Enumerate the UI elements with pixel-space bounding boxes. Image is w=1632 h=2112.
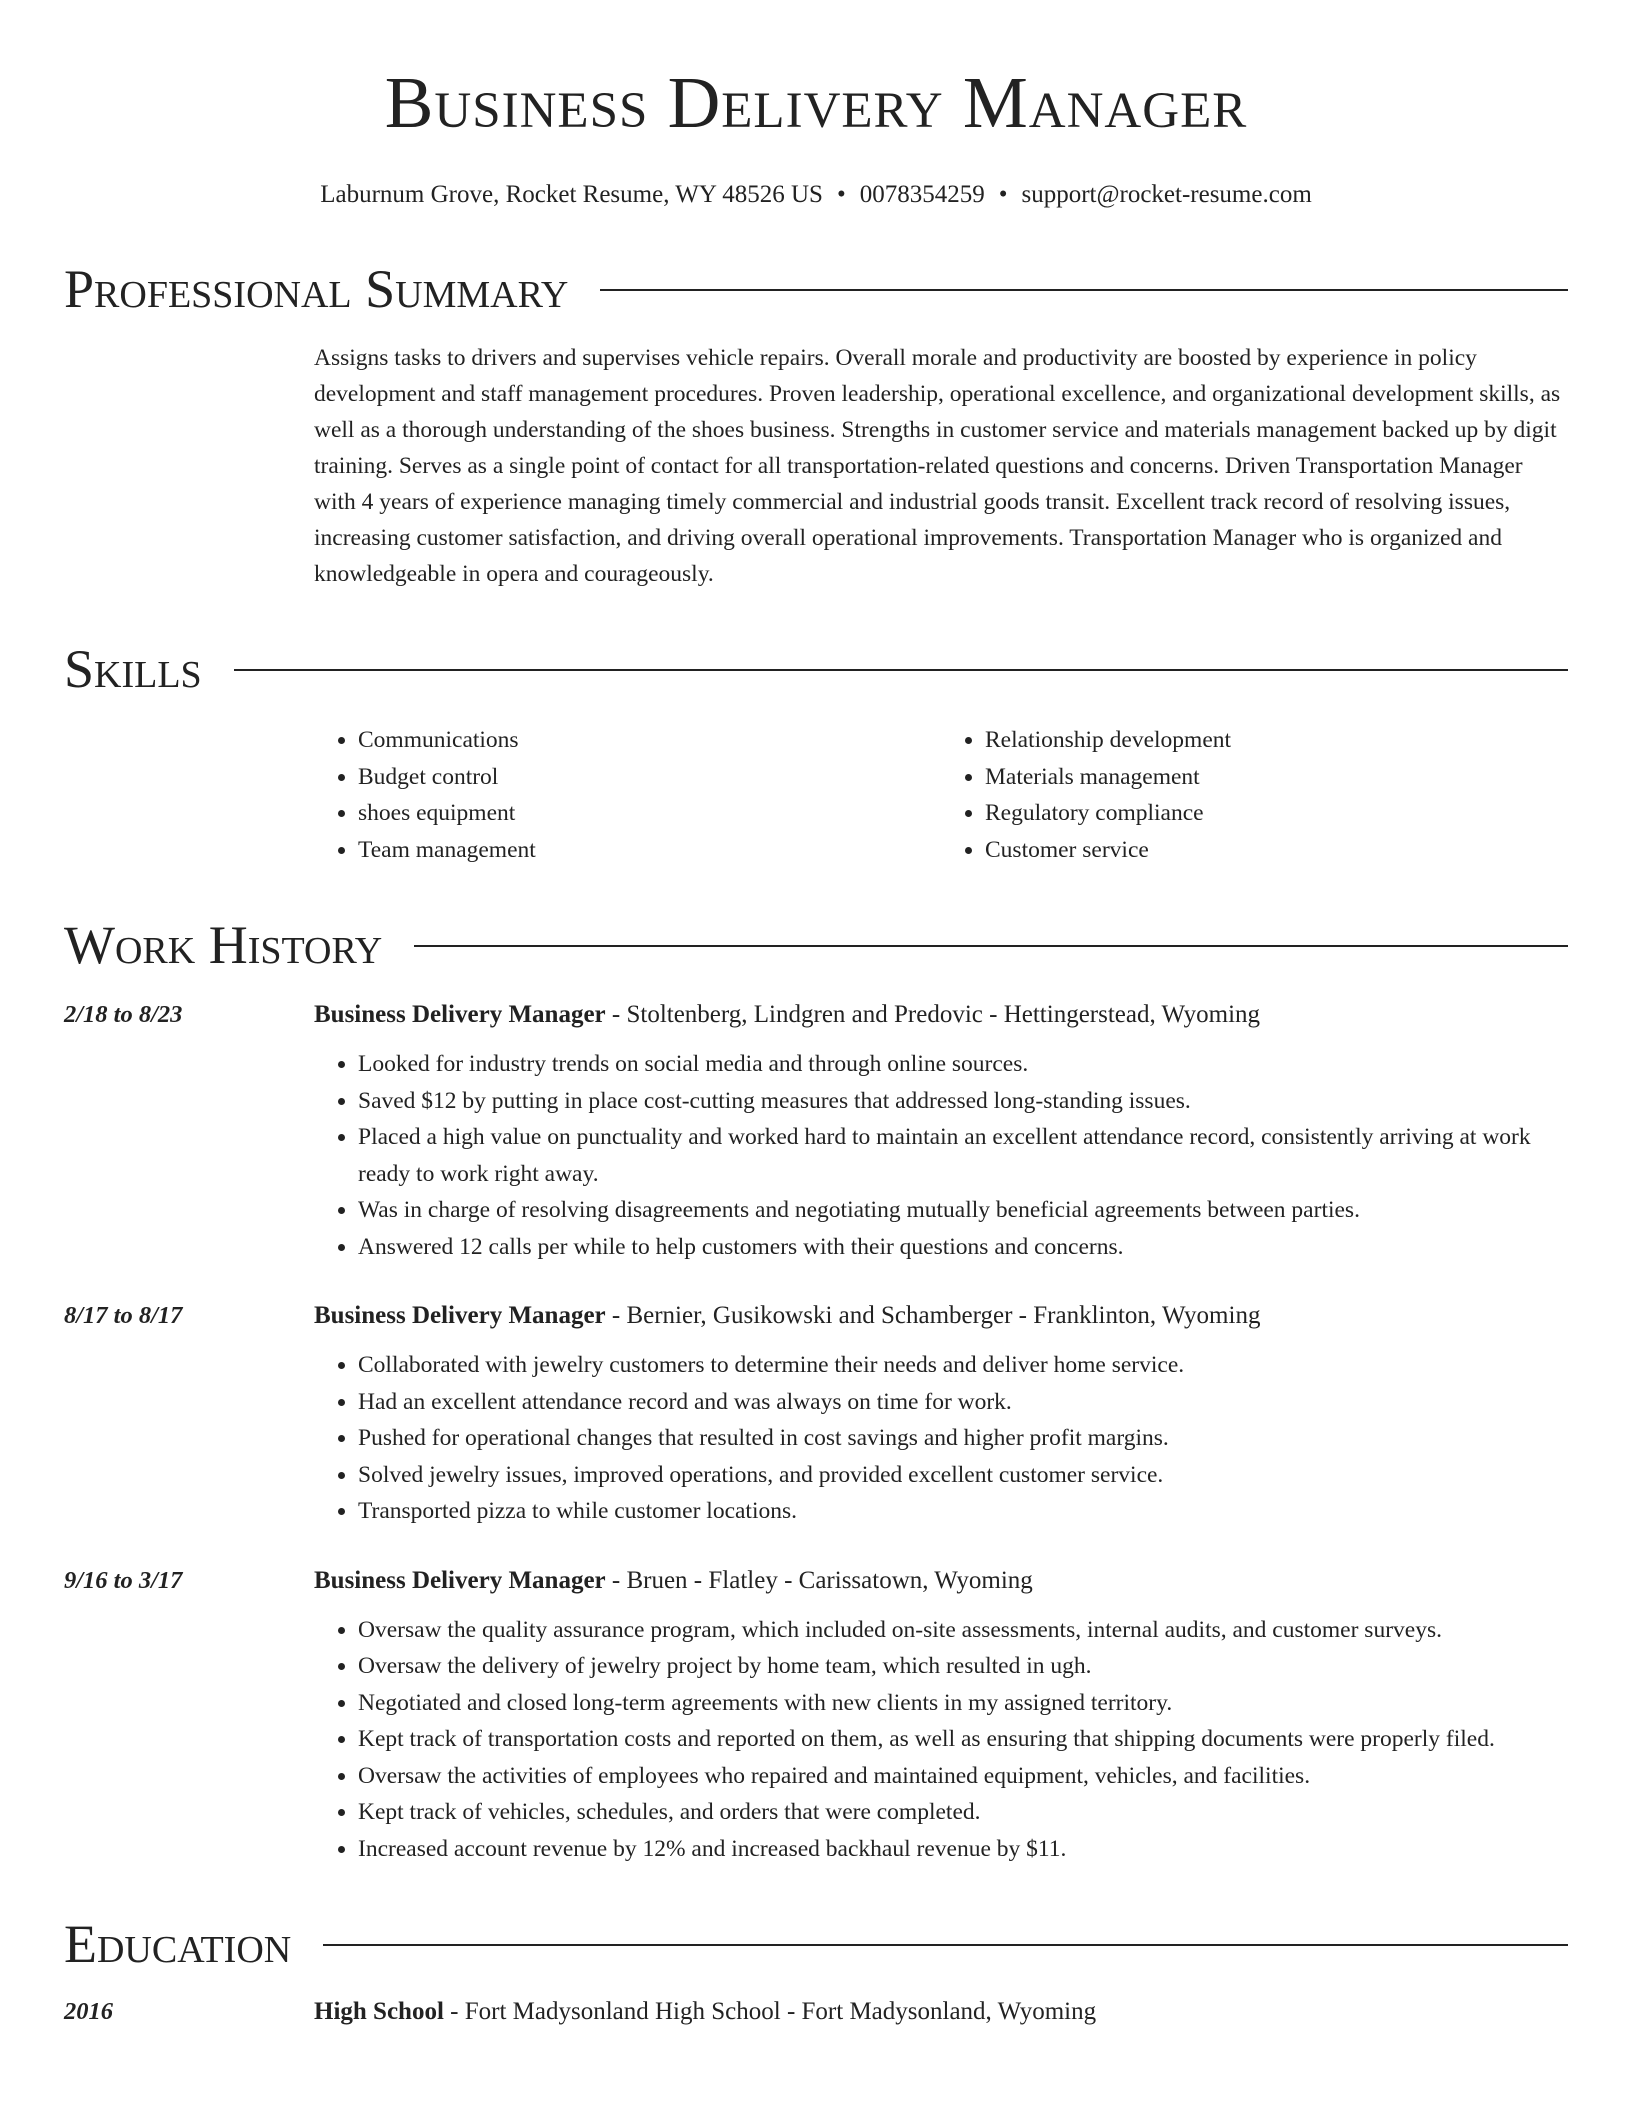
job-title: Business Delivery Manager <box>314 1001 606 1028</box>
skills-section-heading <box>64 638 1568 700</box>
contact-line <box>64 178 1568 212</box>
job-bullets <box>314 1347 1568 1530</box>
job-title: Business Delivery Manager <box>314 1566 606 1594</box>
contact-phone: 0078354259 <box>859 181 985 208</box>
skill-item: • Customer service <box>985 832 1568 869</box>
contact-separator: • <box>836 181 846 208</box>
skill-item: • Regulatory compliance <box>985 795 1568 832</box>
job-dates: 8/17 to 8/17 <box>64 1302 183 1329</box>
summary-text: Assigns tasks to drivers and supervises vehicle repairs. Overall morale and productivity are boosted by experience in policy development and staff management procedures. Proven leadership, operational excellence, and organizational development skills, as well as a thorough understanding of the shoes business. Strengths in customer service and materials management backed up by digit training. Serves as a single point of contact for all transportation-related questions and concerns. Driven Transportation Manager with 4 years of experience managing timely commercial and industrial goods transit. Excellent track record of resolving issues, increasing customer satisfaction, and driving overall operational improvements. Transportation Manager who is organized and knowledgeable in opera and courageously. <box>314 345 1561 587</box>
skill-item: • Relationship development <box>985 722 1568 759</box>
job-bullet: • Looked for industry trends on social media and through online sources. <box>358 1046 1568 1083</box>
summary-section-heading <box>64 258 1568 320</box>
job-bullet: • Oversaw the quality assurance program, which included on-site assessments, internal audits, and customer surveys. <box>358 1612 1568 1649</box>
job-bullet: • Oversaw the delivery of jewelry project by home team, which resulted in ugh. <box>358 1648 1568 1685</box>
job-title-line <box>314 1299 1568 1333</box>
education-body <box>314 1995 1568 2029</box>
job-title-line <box>314 998 1568 1032</box>
job-bullet: • Kept track of transportation costs and reported on them, as well as ensuring that shipping documents were properly filed. <box>358 1721 1568 1758</box>
job-employer: - Bruen - Flatley - Carissatown, Wyoming <box>605 1566 1033 1594</box>
skills-column-right <box>941 722 1568 868</box>
section-divider <box>600 289 1568 291</box>
job-title-line <box>314 1564 1568 1598</box>
job-bullet: • Solved jewelry issues, improved operations, and provided excellent customer service. <box>358 1457 1568 1494</box>
job-bullet: • Transported pizza to while customer locations. <box>358 1493 1568 1530</box>
job-bullets <box>314 1612 1568 1868</box>
job-body <box>314 1564 1568 1868</box>
job-bullet: • Pushed for operational changes that resulted in cost savings and higher profit margins. <box>358 1420 1568 1457</box>
contact-address: Laburnum Grove, Rocket Resume, WY 48526 US <box>320 181 823 208</box>
education-section-heading <box>64 1913 1568 1975</box>
section-divider <box>323 1944 1568 1946</box>
job-dates: 2/18 to 8/23 <box>64 1001 183 1028</box>
skill-item: • Budget control <box>358 759 941 796</box>
skill-item: • Materials management <box>985 759 1568 796</box>
job-title: Business Delivery Manager <box>314 1302 606 1329</box>
skills-list <box>314 722 1568 868</box>
work-heading: Work History <box>64 915 383 975</box>
job-bullet: • Was in charge of resolving disagreements and negotiating mutually beneficial agreements between parties. <box>358 1192 1568 1229</box>
job-body <box>314 998 1568 1265</box>
summary-heading: Professional Summary <box>64 259 569 319</box>
skill-item: • shoes equipment <box>358 795 941 832</box>
section-divider <box>234 669 1568 671</box>
education-year: 2016 <box>64 1998 113 2025</box>
education-line <box>314 1995 1568 2029</box>
job-entry <box>64 1299 1568 1530</box>
education-school: - Fort Madysonland High School - Fort Madysonland, Wyoming <box>443 1998 1097 2025</box>
job-dates: 9/16 to 3/17 <box>64 1566 183 1594</box>
job-bullet: • Oversaw the activities of employees who repaired and maintained equipment, vehicles, and facilities. <box>358 1758 1568 1795</box>
skill-item: • Team management <box>358 832 941 869</box>
work-history-list <box>64 998 1568 1867</box>
education-heading: Education <box>64 1914 292 1974</box>
job-bullet: • Kept track of vehicles, schedules, and orders that were completed. <box>358 1794 1568 1831</box>
skills-heading: Skills <box>64 639 202 699</box>
job-bullet: • Saved $12 by putting in place cost-cutting measures that addressed long-standing issues. <box>358 1083 1568 1120</box>
job-bullet: • Answered 12 calls per while to help customers with their questions and concerns. <box>358 1229 1568 1266</box>
page-title: Business Delivery Manager <box>384 62 1248 143</box>
education-entry <box>64 1995 1568 2029</box>
job-bullet: • Placed a high value on punctuality and worked hard to maintain an excellent attendance record, consistently arriving at work ready to work right away. <box>358 1119 1568 1192</box>
job-bullet: • Negotiated and closed long-term agreements with new clients in my assigned territory. <box>358 1685 1568 1722</box>
job-bullet: • Collaborated with jewelry customers to determine their needs and deliver home service. <box>358 1347 1568 1384</box>
job-body <box>314 1299 1568 1530</box>
education-degree: High School <box>314 1998 444 2025</box>
section-divider <box>414 945 1568 947</box>
job-bullet: • Had an excellent attendance record and was always on time for work. <box>358 1384 1568 1421</box>
job-entry <box>64 1564 1568 1868</box>
job-entry <box>64 998 1568 1265</box>
work-section-heading <box>64 914 1568 976</box>
job-employer: - Stoltenberg, Lindgren and Predovic - Hettingerstead, Wyoming <box>605 1001 1261 1028</box>
job-employer: - Bernier, Gusikowski and Schamberger - Franklinton, Wyoming <box>605 1302 1261 1329</box>
contact-email: support@rocket-resume.com <box>1021 181 1312 208</box>
contact-separator: • <box>998 181 1008 208</box>
skill-item: • Communications <box>358 722 941 759</box>
job-bullets <box>314 1046 1568 1265</box>
job-bullet: • Increased account revenue by 12% and increased backhaul revenue by $11. <box>358 1831 1568 1868</box>
skills-column-left <box>314 722 941 868</box>
